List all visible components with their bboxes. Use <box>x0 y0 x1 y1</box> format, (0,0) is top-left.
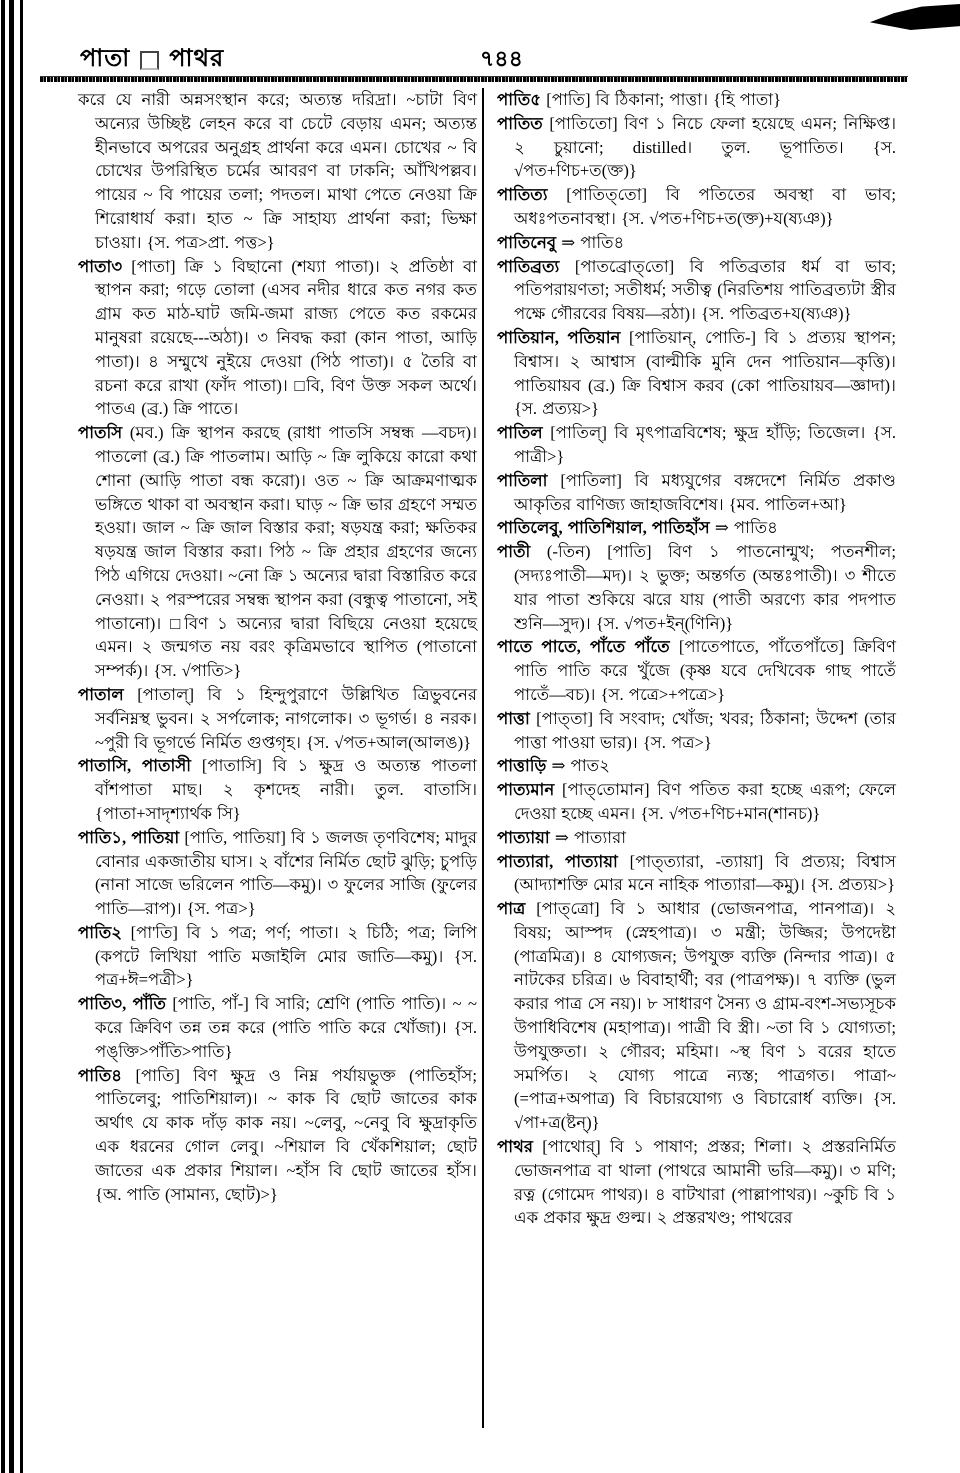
headword: পাতি২ <box>78 922 131 942</box>
entry-body: (মব.) ক্রি স্থাপন করছে (রাধা পাতসি সম্বন্ধ —বচদ)। পাতলো (ব্র.) ক্রি পাতলাম। আড়ি ~ ক্রি লুকিয়ে কারো কথা শোনা (আড়ি পাতা বন্ধ করো)। ওত ~ ক্রি আক্রমণাত্মক ভঙ্গিতে থাকা বা অবস্থান করা। ঘাড় ~ ক্রি ভার গ্রহণে সম্মত হওয়া। জাল ~ ক্রি জাল বিস্তার করা; ষড়যন্ত্র করা; ক্ষতিকর ষড়যন্ত্র জাল বিস্তার করা। পিঠ ~ ক্রি প্রহার গ্রহণের জন্যে পিঠ এগিয়ে দেওয়া। ~নো ক্রি ১ অন্যের দ্বারা বিস্তারিত করে নেওয়া। ২ পরস্পরের সম্বন্ধ স্থাপন করা (বন্ধুত্ব পাতানো, সই পাতানো)। □বিণ ১ অন্যের দ্বারা বিছিয়ে নেওয়া হয়েছে এমন। ২ জন্মগত নয় বরং কৃত্রিমভাবে স্থাপিত (পাতানো সম্পর্ক)। {স. √পাতি>} <box>95 423 478 681</box>
separator-box-icon <box>140 51 159 70</box>
dictionary-entry <box>497 707 896 755</box>
headword: পাতাল <box>78 684 138 704</box>
dictionary-entry <box>497 183 896 231</box>
binding-edge-line <box>1 0 5 1473</box>
entry-body: [পাতি, পাঁ-] বি সারি; শ্রেণি (পাতি পাতি)। ~ ~ করে ক্রিবিণ তন্ন তন্ন করে (পাতি পাতি করে খোঁজা)। {স. পঙ্‌ক্তি>পাঁতি>পাতি} <box>95 994 477 1061</box>
entry-body: (-তিন) [পাতি] বিণ ১ পাতনোন্মুখ; পতনশীল; (সদ্যঃপাতী—মদ)। ২ ভুক্ত; অন্তর্গত (অন্তঃপাতী)। ৩ শীতে যার পাতা শুকিয়ে ঝরে যায় (পাতী অরণ্যে কার পদপাত শুনি—সুদ)। {স. √পত+ইন্(ণিনি)} <box>514 542 896 633</box>
right-column <box>497 88 896 1428</box>
entry-body: [পাতিলা] বি মধ্যযুগের বঙ্গদেশে নির্মিত প্রকাণ্ড আকৃতির বাণিজ্য জাহাজবিশেষ। {মব. পাতিল+আ} <box>514 470 896 514</box>
dictionary-entry <box>497 231 896 255</box>
corner-ink-smudge <box>850 4 960 30</box>
headword: পাত্যায়া <box>497 827 555 847</box>
dictionary-entry <box>497 635 896 706</box>
entry-body: [পাতি] বিণ ক্ষুদ্র ও নিম্ন পর্যায়ভুক্ত (পাতিহাঁস; পাতিলেবু; পাতিশিয়াল)। ~ কাক বি ছোট জাতের কাক অর্থাৎ যে কাক দাঁড় কাক নয়। ~লেবু, ~নেবু বি ক্ষুদ্রাকৃতি এক ধরনের গোল লেবু। ~শিয়াল বি খেঁকশিয়াল; ছোট জাতের এক প্রকার শিয়াল। ~হাঁস বি ছোট জাতের হাঁস। {অ. পাতি (সামান্য, ছোট)>} <box>95 1065 477 1204</box>
entry-body: ⇒ পাত২ <box>551 756 610 776</box>
headword: পাত্যারা, পাত্যায়া <box>497 851 630 871</box>
headword: পাতিলেবু, পাতিশিয়াল, পাতিহাঁস <box>497 518 715 538</box>
entry-body: [পাথোর্] বি ১ পাষাণ; প্রস্তর; শিলা। ২ প্রস্তরনির্মিত ভোজনপাত্র বা থালা (পাথরে আমানী ভরি—কমু)। ৩ মণি; রত্ন (গোমেদ পাথর)। ৪ বাটখারা (পাল্লাপাথর)। ~কুচি বি ১ এক প্রকার ক্ষুদ্র গুল্ম। ২ প্রস্তরখণ্ড; পাথরের <box>514 1137 896 1228</box>
entry-body: ⇒ পাত্যারা <box>554 827 627 847</box>
headword: পাতি১, পাতিয়া <box>78 827 185 847</box>
headword: পাত্তাড়ি <box>497 756 552 776</box>
dictionary-entry <box>78 683 477 754</box>
dictionary-entry <box>78 992 477 1063</box>
column-divider <box>482 88 484 1428</box>
headword: পাতা৩ <box>78 256 132 276</box>
header-rule <box>40 76 908 82</box>
headword: পাতিলা <box>497 470 561 490</box>
binding-edge-line <box>20 0 23 1473</box>
entry-body: [পাতিয়ান্, পোতি-] বি ১ প্রত্যয় স্থাপন; বিশ্বাস। ২ আশ্বাস (বাল্মীকি মুনি দেন পাতিয়ান—কৃত্তি)। পাতিয়ায়ব (ব্র.) ক্রি বিশ্বাস করব (কো পাতিয়ায়ব—জ্ঞাদা)। {স. প্রত্যয়>} <box>514 327 896 419</box>
headword: পাতিয়ান, পতিয়ান <box>497 327 629 347</box>
entry-body: [পা'তি] বি ১ পত্র; পর্ণ; পাতা। ২ চিঠি; পত্র; লিপি (কপটে লিখিয়া পাতি মজাইলি মোর জাতি—কমু)। {স. পত্র+ঈ=পত্রী>} <box>95 922 477 990</box>
headword: পাত্র <box>497 899 537 919</box>
headword: পাতি৪ <box>78 1065 136 1085</box>
entry-body: [পাত্‌ত্রো] বি ১ আধার (ভোজনপাত্র, পানপাত্র)। ২ বিষয়; আস্পদ (স্নেহপাত্র)। ৩ মন্ত্রী; উজ্জির; উপদেষ্টা (পাত্রমিত্র)। ৪ যোগ্যজন; উপযুক্ত ব্যক্তি (নিন্দার পাত্র)। ৫ নাটকের চরিত্র। ৬ বিবাহার্থী; বর (পাত্রপক্ষ)। ৭ ব্যক্তি (ভুল করার পাত্র সে নয়)। ৮ সাধারণ সৈন্য ও গ্রাম-বংশ-সভ্যসূচক উপাধিবিশেষ (মহাপাত্র)। পাত্রী বি স্ত্রী। ~তা বি ১ যোগ্যতা; উপযুক্ততা। ২ গৌরব; মহিমা। ~স্থ বিণ ১ বরের হাতে সমর্পিত। ২ যোগ্য পাত্রে ন্যস্ত; পাত্রগত। পাত্রা~ (=পাত্র+অপাত্র) বি বিচারযোগ্য ও বিচারোর্ধ ব্যক্তি। {স. √পা+ত্র(ষ্টন্)} <box>514 899 896 1133</box>
headword: পাত্তা <box>497 708 537 728</box>
entry-body: [পাত্‌তা] বি সংবাদ; খোঁজ; খবর; ঠিকানা; উদ্দেশ (তার পাত্তা পাওয়া ভার)। {স. পত্র>} <box>514 708 896 752</box>
headword: পাথর <box>497 1137 543 1157</box>
entry-body: [পাতি, পাতিয়া] বি ১ জলজ তৃণবিশেষ; মাদুর বোনার একজাতীয় ঘাস। ২ বাঁশের নির্মিত ছোট ঝুড়ি; চুপড়ি (নানা সাজে ভরিলেন পাতি—কমু)। ৩ ফুলের সাজি (ফুলের পাতি—রাপ)। {স. পত্র>} <box>95 827 477 919</box>
entry-body: [পাতব্রোত্‌তো] বি পতিব্রতার ধর্ম বা ভাব; পতিপরায়ণতা; সতীধর্ম; সতীত্ব (নিরতিশয় পাতিব্রত্যটা স্ত্রীর পক্ষে গৌরবের বিষয়—রঠা)। {স. পতিব্রত+য(ষ্যঞ)} <box>514 256 896 324</box>
entry-body: [পাতেপাতে, পাঁতেপাঁতে] ক্রিবিণ পাতি পাতি করে খুঁজে (কৃষ্ণ যবে দেখিবেক গাছ পাতেঁ পাতেঁ—বচ)। {স. পত্রে>+পত্রে>} <box>514 637 896 704</box>
binding-edge-line <box>9 0 14 1473</box>
dictionary-entry <box>497 469 896 517</box>
entry-body: [পাত্‌তোমান] বিণ পতিত করা হচ্ছে এরূপ; ফেলে দেওয়া হচ্ছে এমন। {স. √পত+ণিচ+মান(শানচ)} <box>514 780 896 823</box>
dictionary-entry <box>78 1064 477 1207</box>
dictionary-entry <box>497 255 896 326</box>
entry-body: [পাতাল্] বি ১ হিন্দুপুরাণে উল্লিখিত ত্রিভুবনের সর্বনিম্নস্থ ভুবন। ২ সর্পলোক; নাগলোক। ৩ ভূগর্ভ। ৪ নরক। ~পুরী বি ভূগর্ভে নির্মিত গুপ্তগৃহ। {স. √পত+আল(আলঙ)} <box>95 684 477 752</box>
headword: পাতিত <box>497 113 550 133</box>
dictionary-entry <box>78 921 477 992</box>
page-number: ৭৪৪ <box>480 46 523 71</box>
dictionary-entry <box>497 88 896 112</box>
headword: পাতিনেবু <box>497 232 562 252</box>
page-header <box>80 40 890 74</box>
dictionary-entry <box>497 850 896 898</box>
headword: পাত্যমান <box>497 780 563 800</box>
guide-word-first: পাতা <box>80 46 131 72</box>
headword: পাতিত্য <box>497 185 567 205</box>
entry-body: করে যে নারী অন্নসংস্থান করে; অত্যন্ত দরিদ্রা। ~চাটা বিণ অন্যের উচ্ছিষ্ট লেহন করে বা চেটে বেড়ায় এমন; অত্যন্ত হীনভাবে অপরের অনুগ্রহ প্রার্থনা করে এমন। চোখের ~ বি চোখের উপরিস্থিত চর্মের আবরণ বা ঢাকনি; আঁখিপল্লব। পায়ের ~ বি পায়ের তলা; পদতল। মাথা পেতে নেওয়া ক্রি শিরোধার্য করা। হাত ~ ক্রি সাহায্য প্রার্থনা করা; ভিক্ষা চাওয়া। {স. পত্র>প্রা. পত্ত>} <box>78 90 477 252</box>
headword: পাতিব্রত্য <box>497 256 575 276</box>
left-column <box>78 88 477 1428</box>
headword: পাতিল <box>497 423 551 443</box>
entry-body: [পাতিতো] বিণ ১ নিচে ফেলা হয়েছে এমন; নিক্ষিপ্ত। ২ চুয়ানো; distilled। তুল. ভূপাতিত। {স. √পত+ণিচ+ত(ক্ত)} <box>514 113 896 181</box>
headword: পাতি৫ <box>497 90 547 109</box>
entry-body: [পাতিল্] বি মৃৎপাত্রবিশেষ; ক্ষুদ্র হাঁড়ি; তিজেল। {স. পাত্রী>} <box>514 423 896 466</box>
entry-body: ⇒ পাতি৪ <box>561 232 625 252</box>
dictionary-entry <box>497 421 896 469</box>
continuation-paragraph <box>78 88 477 255</box>
headword: পাতাসি, পাতাসী <box>78 756 202 776</box>
dictionary-entry <box>497 754 896 778</box>
entry-body: ⇒ পাতি৪ <box>714 518 778 538</box>
entry-body: [পাতি] বি ঠিকানা; পাত্তা। {হি পাতা} <box>546 90 782 109</box>
entry-body: [পাতা] ক্রি ১ বিছানো (শয্যা পাতা)। ২ প্রতিষ্ঠা বা স্থাপন করা; গড়ে তোলা (এসব নদীর ধারে কত নগর কত গ্রাম কত মাঠ-ঘাট জমি-জমা রাজ্য পেতে কত রকমের মানুষরা রয়েছে---অঠা)। ৩ নিবদ্ধ করা (কান পাতা, আড়ি পাতা)। ৪ সম্মুখে নুইয়ে দেওয়া (পিঠ পাতা)। ৫ তৈরি বা রচনা করে রাখা (ফাঁদ পাতা)। □বি, বিণ উক্ত সকল অর্থে। পাতএ (ব্র.) ক্রি পাতে। <box>95 256 477 419</box>
dictionary-entry <box>497 1135 896 1230</box>
dictionary-entry <box>497 540 896 635</box>
headword: পাতসি <box>78 423 130 443</box>
headword: পাতি৩, পাঁতি <box>78 994 173 1014</box>
entry-body: [পাত্‌ত্যারা, -ত্যায়া] বি প্রত্যয়; বিশ্বাস (আদ্যাশক্তি মোর মনে নাহিক পাত্যারা—কমু)। {স. প্রত্যয়>} <box>514 851 896 895</box>
dictionary-entry <box>497 326 896 421</box>
dictionary-entry <box>497 826 896 850</box>
headword: পাতী <box>497 542 547 562</box>
dictionary-entry <box>497 897 896 1135</box>
dictionary-body <box>78 88 900 1428</box>
entry-body: [পাতাসি] বি ১ ক্ষুদ্র ও অত্যন্ত পাতলা বাঁশপাতা মাছ। ২ কৃশদেহ নারী। তুল. বাতাসি। {পাতা+সাদৃশ্যার্থক সি} <box>95 756 477 823</box>
headword: পাতে পাতে, পাঁতে পাঁতে <box>497 637 679 657</box>
guide-word-last: পাথর <box>169 46 225 72</box>
dictionary-entry <box>78 754 477 825</box>
dictionary-entry <box>78 826 477 921</box>
dictionary-entry <box>497 112 896 183</box>
dictionary-entry <box>78 421 477 683</box>
entry-body: [পাতিত্‌তো] বি পতিতের অবস্থা বা ভাব; অধঃপতনাবস্থা। {স. √পত+ণিচ+ত(ক্ত)+য(ষ্যঞ)} <box>514 185 896 228</box>
dictionary-entry <box>497 516 896 540</box>
dictionary-entry <box>78 255 477 422</box>
dictionary-entry <box>497 778 896 826</box>
